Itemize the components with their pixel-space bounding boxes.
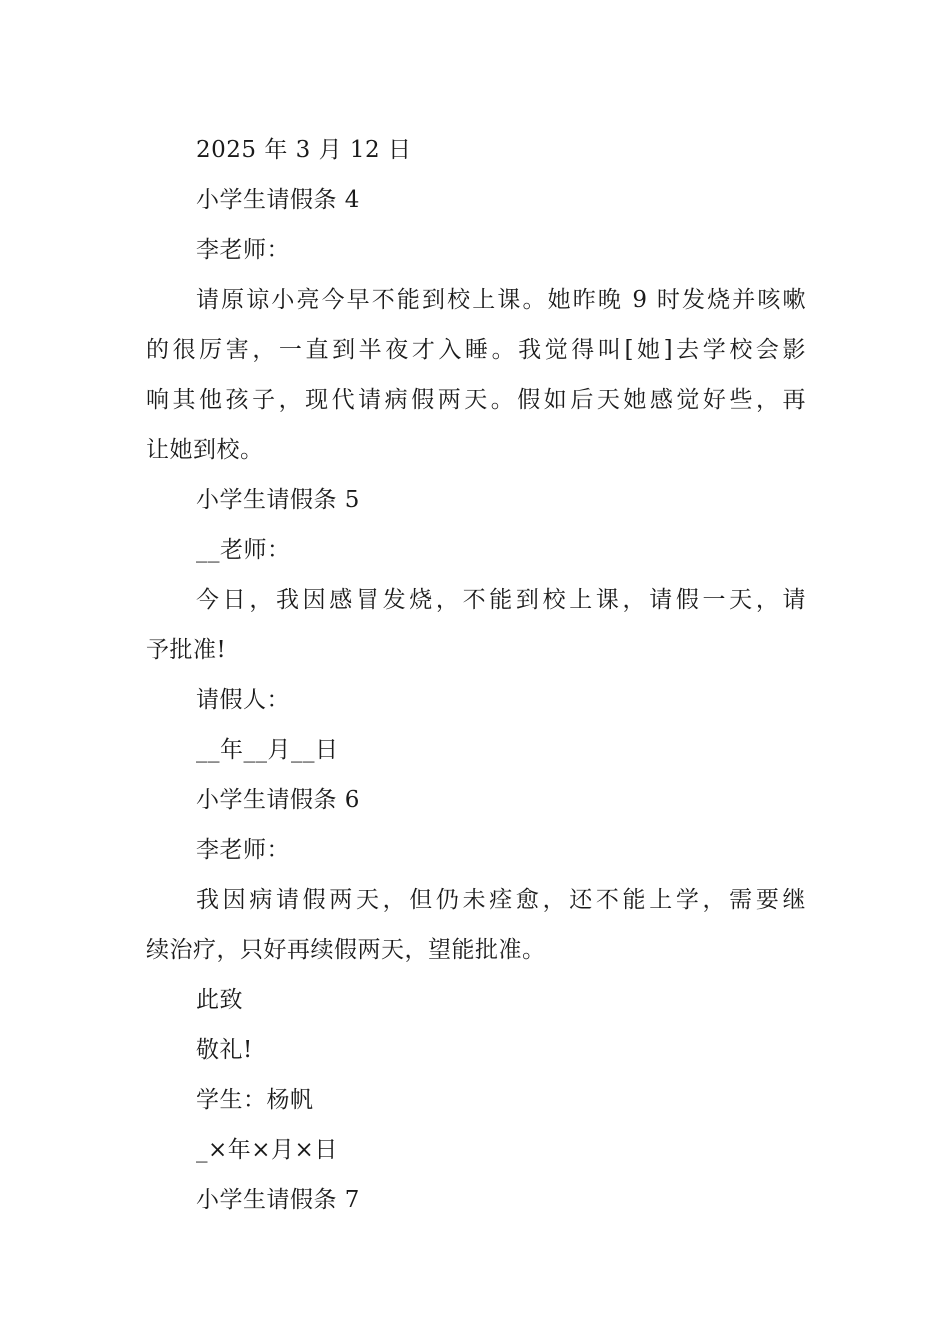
note-4-body-line-4: 让她到校。 bbox=[146, 437, 264, 463]
note-5-signer: 请假人： bbox=[196, 687, 290, 713]
note-6-title: 小学生请假条 6 bbox=[196, 787, 360, 813]
note-6-date: _×年×月×日 bbox=[196, 1137, 338, 1163]
note-5-body-line-1: 今日，我因感冒发烧，不能到校上课，请假一天，请 bbox=[196, 587, 806, 613]
note-6-body-line-2: 续治疗，只好再续假两天，望能批准。 bbox=[146, 937, 546, 963]
note-4-body-line-3: 响其他孩子，现代请病假两天。假如后天她感觉好些，再 bbox=[146, 387, 806, 413]
note-4-body-line-2: 的很厉害，一直到半夜才入睡。我觉得叫[她]去学校会影 bbox=[146, 337, 806, 363]
note-4-salutation: 李老师： bbox=[196, 237, 290, 263]
note-4-body-line-1: 请原谅小亮今早不能到校上课。她昨晚 9 时发烧并咳嗽 bbox=[196, 287, 806, 313]
note-6-salutation: 李老师： bbox=[196, 837, 290, 863]
note-4-title: 小学生请假条 4 bbox=[196, 187, 360, 213]
note-6-body-line-1: 我因病请假两天，但仍未痊愈，还不能上学，需要继 bbox=[196, 887, 806, 913]
note-5-body-line-2: 予批准! bbox=[146, 637, 227, 663]
note-6-closing-2: 敬礼! bbox=[196, 1037, 253, 1063]
note-5-salutation: __老师： bbox=[196, 537, 291, 563]
note-7-title: 小学生请假条 7 bbox=[196, 1187, 360, 1213]
note-6-signer: 学生：杨帆 bbox=[196, 1087, 314, 1113]
note-5-title: 小学生请假条 5 bbox=[196, 487, 360, 513]
date-line: 2025 年 3 月 12 日 bbox=[196, 137, 412, 163]
note-6-closing-1: 此致 bbox=[196, 987, 243, 1013]
note-5-date: __年__月__日 bbox=[196, 737, 339, 763]
